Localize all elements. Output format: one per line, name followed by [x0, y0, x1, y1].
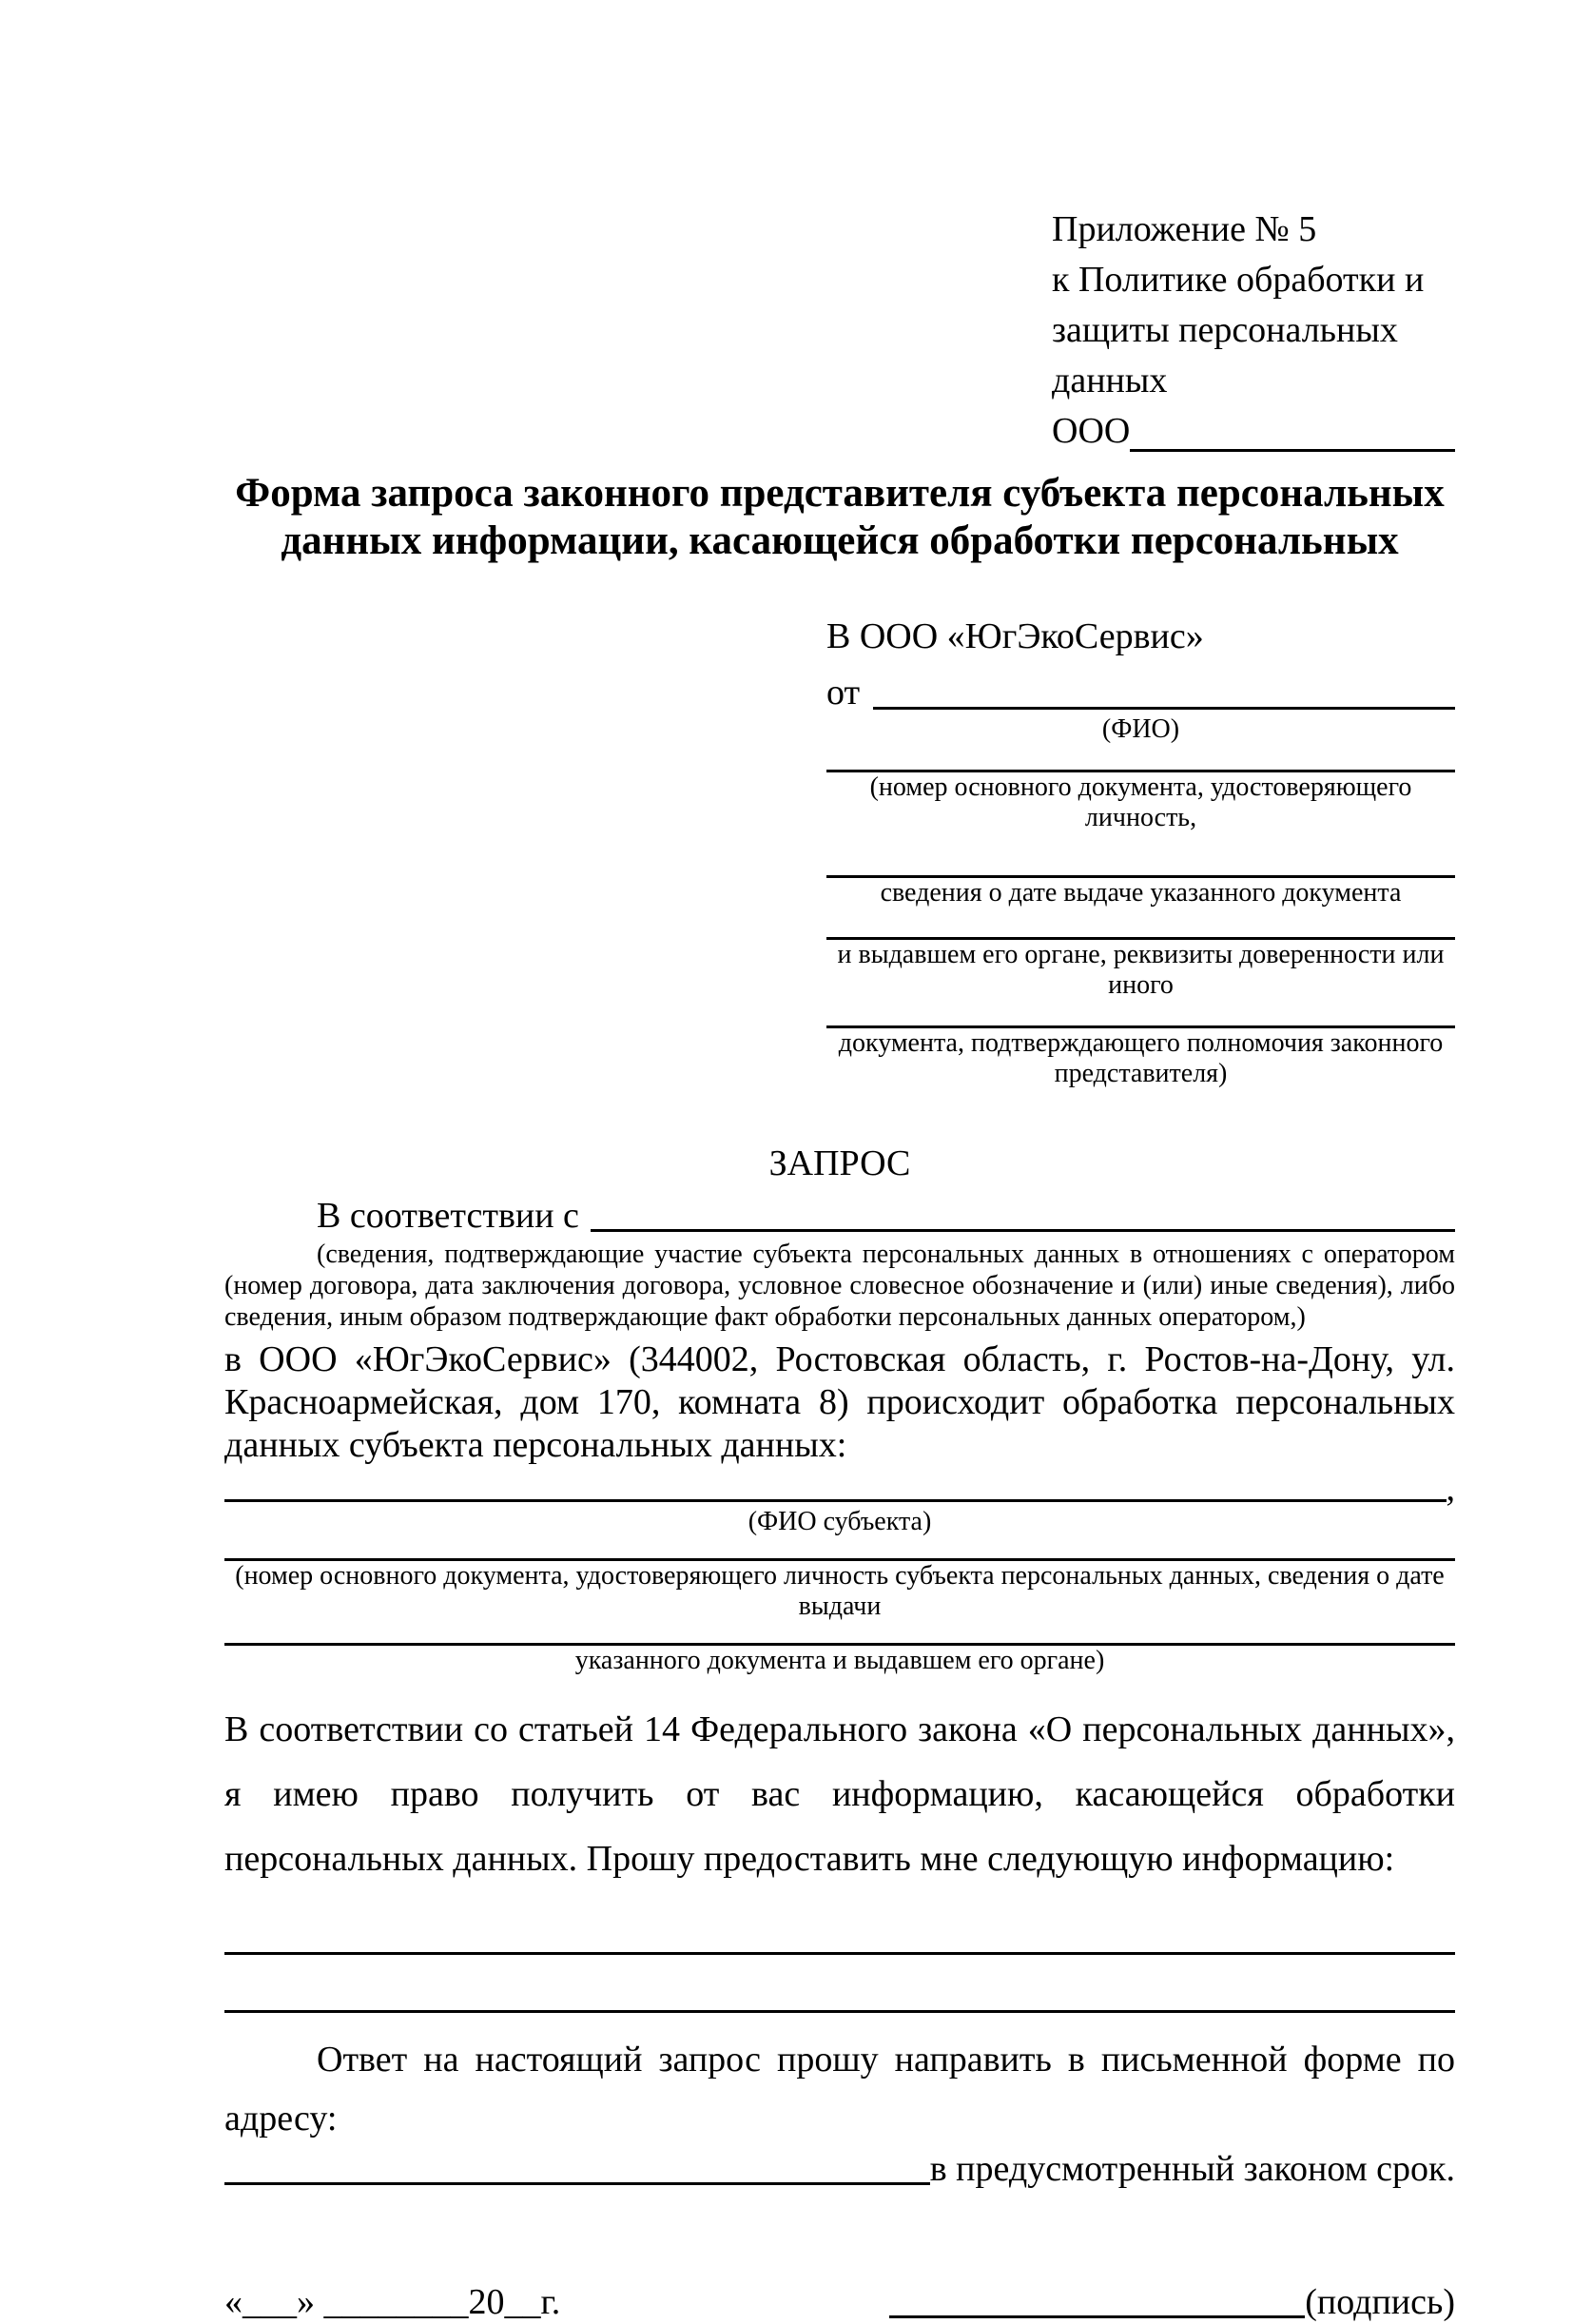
- fio-blank-line: [873, 672, 1455, 710]
- date-line: «___» ________20__г.: [224, 2282, 561, 2323]
- document-number-blank-line: [826, 745, 1455, 772]
- signature-caption: (подпись): [1305, 2282, 1455, 2323]
- operator-paragraph: в ООО «ЮгЭкоСервис» (344002, Ростовская область, г. Ростов-на-Дону, ул. Красноармейская, дом 170, комната 8) происходит обработка персональных данных субъекта персональных данных:: [224, 1339, 1455, 1466]
- answer-address-row: [224, 2148, 1455, 2190]
- subject-fio-row: [224, 1469, 1455, 1510]
- ooo-label: ООО: [1052, 411, 1131, 451]
- recipient-block: [826, 615, 1455, 1089]
- accordance-caption: (сведения, подтверждающие участие субъекта персональных данных в отношениях с оператором (номер договора, дата заключения договора, условное словесное обозначение и (или) иные сведения), либо сведения, иным образом подтверждающие факт обработки персональных данных оператором,): [224, 1240, 1455, 1333]
- information-blank-line-1: [224, 1918, 1455, 1955]
- from-row: [826, 672, 1455, 714]
- information-blank-line-2: [224, 1955, 1455, 2013]
- subject-fio-blank-line: [224, 1499, 1447, 1502]
- request-heading: ЗАПРОС: [768, 1142, 911, 1183]
- appendix-line: Приложение № 5: [1052, 209, 1317, 249]
- document-number-caption: (номер основного документа, удостоверяющего личность,: [869, 771, 1412, 832]
- answer-suffix: в предусмотренный законом срок.: [929, 2149, 1455, 2190]
- appendix-block: [1052, 205, 1455, 457]
- ooo-blank-line: [1130, 449, 1455, 452]
- accordance-label: В соответствии с: [317, 1195, 579, 1236]
- fio-caption: (ФИО): [1101, 713, 1180, 744]
- subject-document-caption-1: (номер основного документа, удостоверяющего личность субъекта персональных данных, сведения о дате выдачи: [235, 1561, 1445, 1622]
- issue-date-blank-line: [826, 833, 1455, 878]
- subject-fio-caption: (ФИО субъекта): [748, 1507, 932, 1537]
- subject-document-blank-line: [224, 1537, 1455, 1561]
- from-label: от: [826, 673, 861, 713]
- title-line-2: данных информации, касающейся обработки персональных: [281, 518, 1399, 563]
- signature-group: [889, 2281, 1455, 2324]
- law-paragraph: В соответствии со статьей 14 Федерального закона «О персональных данных», я имею право получить от вас информацию, касающейся обработки персональных данных. Прошу предоставить мне следующую информацию:: [224, 1709, 1455, 1880]
- subject-document-blank-line-2: [224, 1622, 1455, 1646]
- document-title: [224, 470, 1455, 565]
- title-line-1: Форма запроса законного представителя субъекта персональных: [235, 471, 1445, 516]
- footer-row: [224, 2281, 1455, 2324]
- appendix-ooo-row: [1052, 406, 1455, 457]
- issuing-authority-caption: и выдавшем его органе, реквизиты доверенности или иного: [837, 939, 1445, 1000]
- issuing-authority-blank-line: [826, 908, 1455, 940]
- subject-line-comma: ,: [1446, 1469, 1455, 1510]
- appendix-line: к Политике обработки и: [1052, 260, 1425, 300]
- accordance-row: [224, 1195, 1455, 1238]
- recipient-organization: В ООО «ЮгЭкоСервис»: [826, 616, 1204, 656]
- subject-document-caption-2: указанного документа и выдавшем его органе): [574, 1646, 1105, 1676]
- signature-blank-line: [889, 2315, 1305, 2318]
- authority-document-caption: документа, подтверждающего полномочия законного представителя): [838, 1027, 1444, 1088]
- accordance-blank-line: [591, 1195, 1455, 1233]
- appendix-line: защиты персональных данных: [1052, 310, 1398, 400]
- answer-paragraph: Ответ на настоящий запрос прошу направить в письменной форме по адресу:: [224, 2040, 1455, 2139]
- address-blank-line: [224, 2182, 930, 2185]
- authority-document-blank-line: [826, 1001, 1455, 1028]
- issue-date-caption: сведения о дате выдаче указанного документа: [880, 877, 1402, 908]
